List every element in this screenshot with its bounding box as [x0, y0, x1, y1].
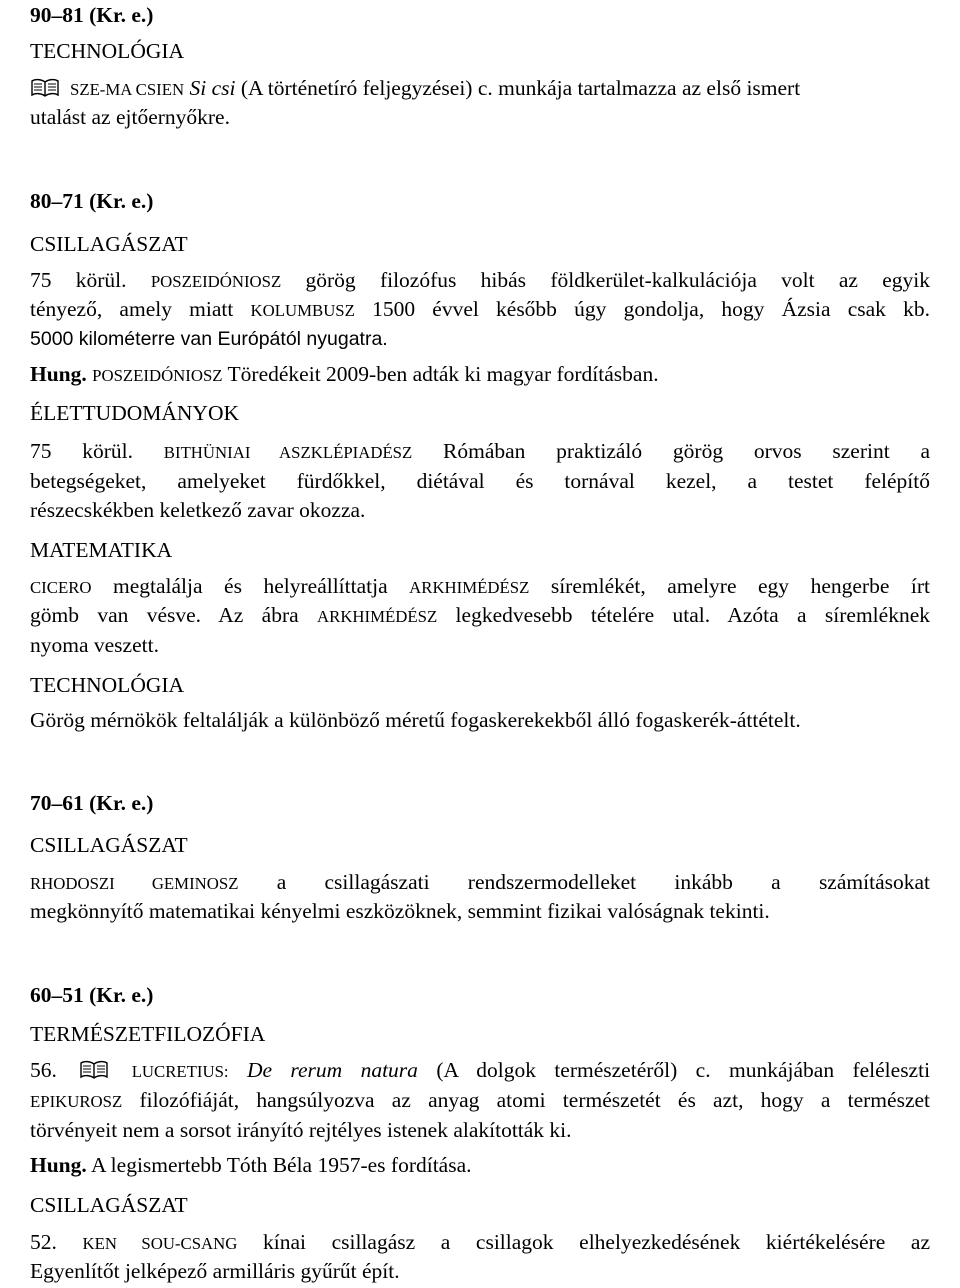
entry-text: legkedvesebb tételére utal. Azóta a síremléknek	[455, 603, 930, 627]
entry-text: kínai csillagász a csillagok elhelyezkedésének kiértékelésére az	[262, 1230, 931, 1254]
entry-text: tényező, amely miatt	[30, 297, 234, 321]
category-label: ÉLETTUDOMÁNYOK	[30, 401, 239, 425]
hungarian-note-label: Hung.	[30, 1153, 87, 1177]
period-heading: 70–61 (Kr. e.)	[30, 791, 154, 815]
period-heading: 90–81 (Kr. e.)	[30, 3, 154, 27]
category-label: TECHNOLÓGIA	[30, 39, 185, 63]
entry-line	[30, 600, 930, 632]
entry-text: (A történetíró feljegyzései) c. munkája tartalmazza az első ismert	[240, 76, 801, 100]
entry-line: 5000 kilométerre van Európától nyugatra.	[30, 328, 388, 350]
person-name: RHODOSZI GEMINOSZ	[30, 874, 239, 893]
entry-line: törvényeit nem a sorsot irányító rejtélyes istenek alakították ki.	[30, 1118, 572, 1142]
entry-line	[30, 294, 930, 326]
entry-text: 1500 évvel később úgy gondolja, hogy Ázsia csak kb.	[372, 297, 931, 321]
category-label: MATEMATIKA	[30, 538, 173, 562]
period-heading: 60–51 (Kr. e.)	[30, 983, 154, 1007]
category-label: TERMÉSZETFILOZÓFIA	[30, 1022, 266, 1046]
person-name: LUCRETIUS:	[131, 1062, 229, 1081]
entry-text: 75 körül.	[30, 439, 134, 463]
entry-line: megkönnyítő matematikai kényelmi eszközöknek, semmint fizikai valóságnak tekinti.	[30, 899, 770, 923]
person-name: CICERO	[30, 578, 92, 597]
entry-line: nyoma veszett.	[30, 633, 159, 657]
entry-line	[30, 1055, 930, 1087]
entry-line	[30, 73, 960, 105]
hungarian-note-label: Hung.	[30, 362, 87, 386]
entry-text: Rómában praktizáló görög orvos szerint a	[443, 439, 930, 463]
entry-text: megtalálja és helyreállíttatja	[113, 574, 388, 598]
book-icon	[30, 78, 60, 98]
category-label: CSILLAGÁSZAT	[30, 1193, 188, 1217]
entry-text: Töredékeit 2009-ben adták ki magyar fordításban.	[227, 362, 659, 386]
category-label: TECHNOLÓGIA	[30, 673, 185, 697]
entry-text: görög filozófus hibás földkerület-kalkulációja volt az egyik	[305, 268, 930, 292]
person-name: SZE-MA CSIEN	[70, 80, 185, 99]
person-name: KOLUMBUSZ	[250, 301, 355, 320]
entry-line	[30, 436, 930, 468]
entry-line: részecskékben keletkező zavar okozza.	[30, 498, 366, 522]
person-name: ARKHIMÉDÉSZ	[409, 578, 530, 597]
book-icon	[79, 1060, 109, 1080]
person-name: KEN SOU-CSANG	[82, 1234, 238, 1253]
entry-text: a csillagászati rendszermodelleket inkább a számításokat	[276, 870, 930, 894]
entry-line	[30, 265, 930, 297]
entry-line: Görög mérnökök feltalálják a különböző méretű fogaskerekekből álló fogaskerék-áttételt.	[30, 708, 801, 732]
entry-line	[30, 1085, 930, 1117]
entry-text: gömb van vésve. Az ábra	[30, 603, 299, 627]
entry-line: utalást az ejtőernyőkre.	[30, 105, 230, 129]
entry-line: betegségeket, amelyeket fürdőkkel, diétával és tornával kezel, a testet felépítő	[30, 469, 930, 493]
person-name: BITHÜNIAI ASZKLÉPIADÉSZ	[163, 443, 413, 462]
entry-line	[30, 867, 930, 899]
entry-text: (A dolgok természetéről) c. munkájában feléleszti	[436, 1058, 931, 1082]
entry-text: 52.	[30, 1230, 57, 1254]
category-label: CSILLAGÁSZAT	[30, 833, 188, 857]
entry-line	[30, 571, 930, 603]
entry-text: 75 körül.	[30, 268, 127, 292]
entry-text: A legismertebb Tóth Béla 1957-es fordítása.	[90, 1153, 472, 1177]
work-title: De rerum natura	[246, 1058, 418, 1082]
work-title: Si csi	[189, 76, 236, 100]
person-name: ARKHIMÉDÉSZ	[317, 607, 438, 626]
category-label: CSILLAGÁSZAT	[30, 232, 188, 256]
entry-text: síremlékét, amelyre egy hengerbe írt	[550, 574, 930, 598]
entry-line: Egyenlítőt jelképező armilláris gyűrűt épít.	[30, 1259, 400, 1283]
period-heading: 80–71 (Kr. e.)	[30, 189, 154, 213]
entry-line	[30, 1227, 930, 1259]
entry-line	[30, 1150, 960, 1180]
entry-text: filozófiáját, hangsúlyozva az anyag atomi természetét és azt, hogy a természet	[139, 1088, 930, 1112]
person-name: POSZEIDÓNIOSZ	[92, 366, 223, 385]
person-name: EPIKUROSZ	[30, 1092, 123, 1111]
entry-line	[30, 359, 960, 391]
person-name: POSZEIDÓNIOSZ	[150, 272, 282, 291]
entry-text: 56.	[30, 1058, 57, 1082]
